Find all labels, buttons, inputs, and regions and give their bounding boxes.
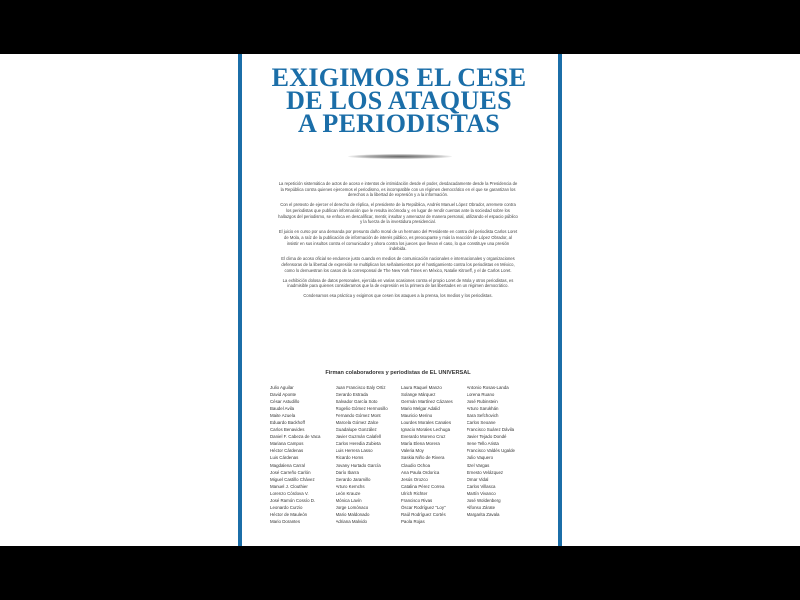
signatory-name: Guadalupe González <box>335 427 377 433</box>
right-blue-rule <box>558 54 562 546</box>
signatory-name: Carlos Heredia Zubieta <box>335 441 381 447</box>
signatories-column <box>467 384 533 525</box>
signatory-name: Lorenzo Córdova V. <box>270 490 309 496</box>
decorative-shadow-divider <box>348 154 452 159</box>
signatories-column <box>401 384 467 525</box>
signatory-name: Francisco Suárez Dávila <box>466 427 515 433</box>
signatory-name: José Rubinstein <box>466 399 498 405</box>
paragraph: El clima de acoso oficial se endurece justo cuando en medios de comunicación nacionales e internacionales y organizaciones defensoras de la libertad de expresión se multiplican los señalamientos por el hostigamiento contra los periodistas en México, como lo demuestran los casos de la corresponsal de The New York Times en México, Natalie Kitroeff, y el de Carlos Loret. <box>281 256 515 273</box>
signatory-name: José Carreño Carlón <box>270 469 311 475</box>
signatory-name: Martín Vivanco <box>466 490 496 496</box>
signatories-list <box>270 384 532 525</box>
signatory-name: Ignacio Morales Lechuga <box>401 427 451 433</box>
signatory-name: Héctor de Mauleón <box>270 511 308 517</box>
signatory-name: Itzel Vargas <box>466 462 490 468</box>
signatory-name: Mauricio Merino <box>401 413 433 419</box>
signatory-name: José Woldenberg <box>466 497 501 503</box>
signatory-name: Lourdes Morales Canales <box>401 420 452 426</box>
signatory-name: Catalina Pérez Correa <box>401 483 445 489</box>
signatories-column <box>270 384 336 525</box>
signatory-name: Mónica Lavín <box>335 497 362 503</box>
paragraph: La repetición sistemática de actos de acoso e intentos de intimidación desde el poder, desdacadamente desde la Presidencia de la República contra quienes ejercemos el periodismo, es incompatible con un régimen democrático en el que se garantizan los derechos a la libertad de expresión y a la información. <box>278 181 518 198</box>
signatory-name: Jesús Orozco <box>401 476 428 482</box>
signatory-name: Darío Ibarra <box>335 469 359 475</box>
signatory-name: León Krauze <box>335 490 361 496</box>
headline-line-3: A PERIODISTAS <box>297 109 501 138</box>
signatory-name: Gerardo Estrada <box>335 392 368 398</box>
signatory-name: Saskia Niño de Rivera <box>401 455 445 461</box>
signatory-name: Claudio Ochoa <box>401 462 431 468</box>
headline <box>244 63 554 138</box>
signatory-name: Javier Tejado Dondé <box>466 434 507 440</box>
signatory-name: Carlos Seoane <box>466 420 496 426</box>
signatory-name: Everardo Moreno Cruz <box>401 434 446 440</box>
signatory-name: Julio Aguilar <box>270 385 294 390</box>
signatory-name: Arturo Kemchs <box>335 483 365 489</box>
signatory-name: Carlos Benavides <box>270 427 305 433</box>
signatory-name: Luis Cárdenas <box>270 455 299 461</box>
signatory-name: Adriana Malvido <box>335 518 367 524</box>
signatory-name: Omar Vidal <box>466 476 489 482</box>
signatory-name: Manuel J. Clouthier <box>270 483 308 489</box>
signatory-name: Francisco Rivas <box>401 497 433 503</box>
paragraph: Condenamos esa práctica y exigimos que cesen los ataques a la prensa, los medios y los periodistas. <box>303 293 493 299</box>
paragraph: Con el pretexto de ejercer el derecho de réplica, el presidente de la República, Andrés Manuel López Obrador, arremete contra los periodistas que publican información que le resulta incómoda y, en lugar de rendir cuentas ante la sociedad sobre los hallazgos del periodismo, se enfoca en descalificar, mentir, insultar y amenazar de manera personal, utilizando el espacio público y la fuerza de la investidura presidencial. <box>278 202 518 225</box>
signatory-name: Irene Tello Arista <box>466 441 499 447</box>
signatory-name: Ernesto Velázquez <box>466 469 504 475</box>
signatory-name: Mario Melgar Adalid <box>401 406 440 412</box>
signatory-name: Ana Paula Ordorica <box>401 469 440 475</box>
signatory-name: Gerardo Jaramillo <box>335 476 371 482</box>
signatory-name: Mario Maldonado <box>335 511 370 517</box>
signatory-name: Ulrich Richter <box>401 490 428 496</box>
signatory-name: Leonardo Curzio <box>270 504 303 510</box>
left-blue-rule <box>238 54 242 546</box>
signatory-name: Julio Vaquero <box>466 455 494 461</box>
headline-line-2: DE LOS ATAQUES <box>286 86 512 115</box>
signatory-name: Fernando Gómez Mont <box>335 413 381 419</box>
signatory-name: Valeria Moy <box>401 448 424 454</box>
statement-body <box>278 181 518 304</box>
signatory-name: Luis Herrera Lasso <box>335 448 373 454</box>
paragraph: La exhibición dolosa de datos personales, ejercida en varias ocasiones contra el propio Loret de Mola y otros periodistas, es inadmisible para quienes consideramos que la de expresión es la primera de las libertades en un régimen democrático. <box>282 277 514 289</box>
signatory-name: José Ramón Cossío D. <box>270 497 316 503</box>
signatory-name: Mariana Campos <box>270 441 304 447</box>
signatory-name: Daniel F. Cabeza de Vaca <box>270 434 321 440</box>
signatory-name: Alfonso Zárate <box>466 504 496 510</box>
signatory-name: Raúl Rodríguez Cortés <box>401 511 446 517</box>
signatory-name: Sara Sefchovich <box>466 413 499 419</box>
signatory-name: Lorena Ruano <box>466 392 495 398</box>
signatory-name: Germán Martínez Cázares <box>401 399 453 405</box>
signatory-name: Óscar Rodríguez "Loy" <box>401 504 446 510</box>
ad-page <box>0 54 800 546</box>
signatory-name: Rogelio Gómez Hermosillo <box>335 406 388 412</box>
paragraph: El juicio en curso por una demanda por presunto daño moral de un hermano del Presidente en contra del periodista Carlos Loret de Mola, a raíz de la publicación de información de interés público, es preocupante y más la reacción de López Obrador, al insistir en sus insultos contra el comunicador y ahora contra los jueces que llevan el caso, lo que constituye una presión indebida. <box>278 229 518 252</box>
headline-line-1: EXIGIMOS EL CESE <box>271 63 527 92</box>
signatory-name: Baudel Avila <box>270 406 295 412</box>
signatory-name: Juan Francisco Ealy Ortiz <box>335 385 386 390</box>
signatory-name: David Aponte <box>270 392 297 398</box>
signatory-name: María Elena Morera <box>401 441 440 447</box>
signatory-name: Salvador García Soto <box>335 399 378 405</box>
signatory-name: Javier Guzmán Calafell <box>335 434 381 440</box>
signatory-name: César Astudillo <box>270 399 300 405</box>
signatory-name: Arturo Sarukhán <box>466 406 499 412</box>
signatory-name: Héctor Cárdenas <box>270 448 304 454</box>
signatory-name: Eduardo Backhoff <box>270 420 305 426</box>
signatory-name: Marcela Gómez Zalce <box>335 420 379 426</box>
signatory-name: Antonio Rosas-Landa <box>466 385 509 390</box>
signatory-name: Laura Raquel Manzo <box>401 385 442 390</box>
signatories-heading: Firman colaboradores y periodistas de EL UNIVERSAL <box>325 370 471 376</box>
signatory-name: Jovany Hurtado García <box>335 462 381 468</box>
signatory-name: Miguel Castillo Chávez <box>270 476 315 482</box>
signatory-name: Carlos Villasca <box>466 483 496 489</box>
signatory-name: Mario Dorantes <box>270 518 301 524</box>
signatories-column <box>336 384 402 525</box>
signatory-name: Jorge Lomónaco <box>335 504 369 510</box>
signatory-name: Ricardo Homs <box>335 455 364 461</box>
signatory-name: Francisco Valdés Ugalde <box>466 448 515 454</box>
signatory-name: Magdalena Carral <box>270 462 305 468</box>
signatory-name: Margarita Zavala <box>466 511 500 517</box>
signatory-name: Maite Azuela <box>270 413 296 419</box>
signatory-name: Paola Rojas <box>401 518 425 524</box>
signatory-name: Solange Márquez <box>401 392 436 398</box>
